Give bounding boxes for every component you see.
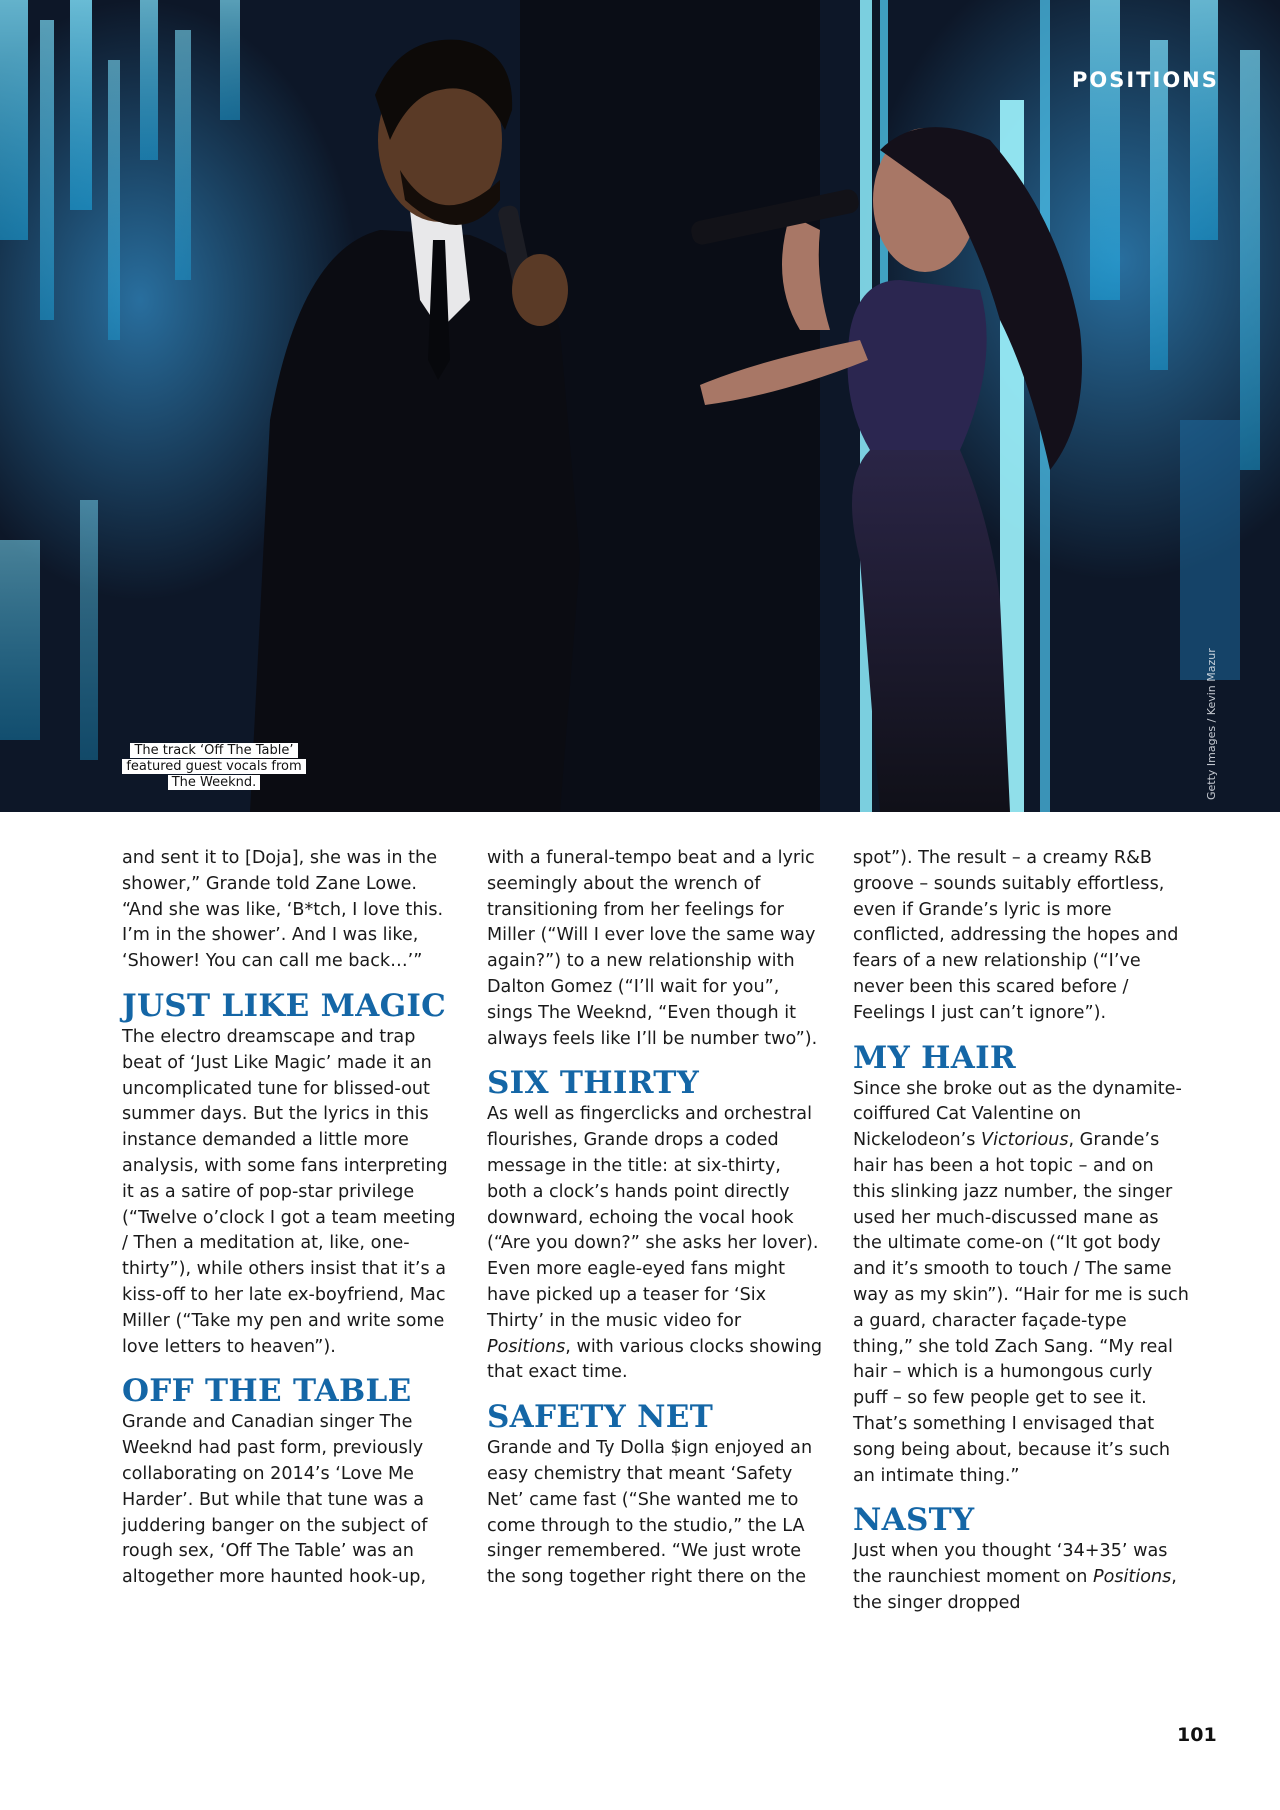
text-run: Since she broke out as the dynamite-coiffured Cat Valentine on Nickelodeon’s: [853, 1078, 1182, 1151]
text-run: Just when you thought ‘34+35’ was the raunchiest moment on: [853, 1541, 1168, 1588]
page-number: 101: [1177, 1724, 1217, 1746]
article-column-1: [122, 846, 458, 1591]
text-run: As well as fingerclicks and orchestral flourishes, Grande drops a coded message in the title: at six-thirty, both a clock’s hands point directly downward, echoing the vocal hook (“Are you down?” she asks her lover). Even more eagle-eyed fans might have picked up a teaser for ‘Six Thirty’ in the music video for: [487, 1104, 819, 1331]
paragraph: [853, 1539, 1189, 1616]
paragraph: and sent it to [Doja], she was in the shower,” Grande told Zane Lowe. “And she was like, ‘B*tch, I love this. I’m in the shower’. And I was like, ‘Shower! You can call me back…’”: [122, 848, 444, 972]
photo-credit: Getty Images / Kevin Mazur: [1205, 648, 1218, 800]
italic-title: Victorious: [981, 1130, 1069, 1151]
italic-title: Positions: [487, 1336, 566, 1357]
photo-caption: [120, 743, 308, 791]
paragraph: The electro dreamscape and trap beat of ‘Just Like Magic’ made it an uncomplicated tune for blissed-out summer days. But the lyrics in this instance demanded a little more analysis, with some fans interpreting it as a satire of pop-star privilege (“Twelve o’clock I got a team meeting / Then a meditation at, like, one-thirty”), while others insist that it’s a kiss-off to her late ex-boyfriend, Mac Miller (“Take my pen and write some love letters to heaven”).: [122, 1026, 456, 1357]
subheading-safety-net: SAFETY NET: [487, 1399, 714, 1436]
article-column-3: [853, 846, 1189, 1617]
paragraph: [853, 1077, 1189, 1490]
article-column-2: [487, 846, 823, 1591]
subheading-six-thirty: SIX THIRTY: [487, 1065, 700, 1102]
paragraph: with a funeral-tempo beat and a lyric seemingly about the wrench of transitioning from her feelings for Miller (“Will I ever love the same way again?”) to a new relationship with Dalton Gomez (“I’ll wait for you”, sings The Weeknd, “Even though it always feels like I’ll be number two”).: [487, 848, 818, 1049]
paragraph: spot”). The result – a creamy R&B groove – sounds suitably effortless, even if Grande’s lyric is more conflicted, addressing the hopes and fears of a new relationship (“I’ve never been this scared before / Feelings I just can’t ignore”).: [853, 848, 1179, 1023]
paragraph: Grande and Canadian singer The Weeknd had past form, previously collaborating on 2014’s ‘Love Me Harder’. But while that tune was a juddering banger on the subject of rough sex, ‘Off The Table’ was an altogether more haunted hook-up,: [122, 1412, 428, 1588]
text-run: , Grande’s hair has been a hot topic – and on this slinking jazz number, the singer used her much-discussed mane as the ultimate come-on (“It got body and it’s smooth to touch / The same way as my skin”). “Hair for me is such a guard, character façade-type thing,” she told Zach Sang. “My real hair – which is a humongous curly puff – so few people get to see it. That’s something I envisaged that song being about, because it’s such an intimate thing.”: [853, 1130, 1189, 1486]
italic-title: Positions: [1093, 1567, 1172, 1588]
hero-photo: [0, 0, 1280, 812]
subheading-nasty: NASTY: [853, 1502, 975, 1539]
section-tag: POSITIONS: [1072, 68, 1219, 92]
concert-stage-illustration: [0, 0, 1280, 812]
paragraph: Grande and Ty Dolla $ign enjoyed an easy chemistry that meant ‘Safety Net’ came fast (“She wanted me to come through to the studio,” the LA singer remembered. “We just wrote the song together right there on the: [487, 1438, 813, 1588]
subheading-just-like-magic: JUST LIKE MAGIC: [122, 987, 447, 1024]
photo-caption-text: The track ‘Off The Table’ featured guest vocals from The Weeknd.: [122, 743, 305, 790]
subheading-my-hair: MY HAIR: [853, 1039, 1016, 1076]
text-run: , with various clocks showing that exact time.: [487, 1336, 823, 1383]
paragraph: [487, 1102, 823, 1386]
subheading-off-the-table: OFF THE TABLE: [122, 1373, 412, 1410]
text-run: , the singer dropped: [853, 1567, 1177, 1613]
